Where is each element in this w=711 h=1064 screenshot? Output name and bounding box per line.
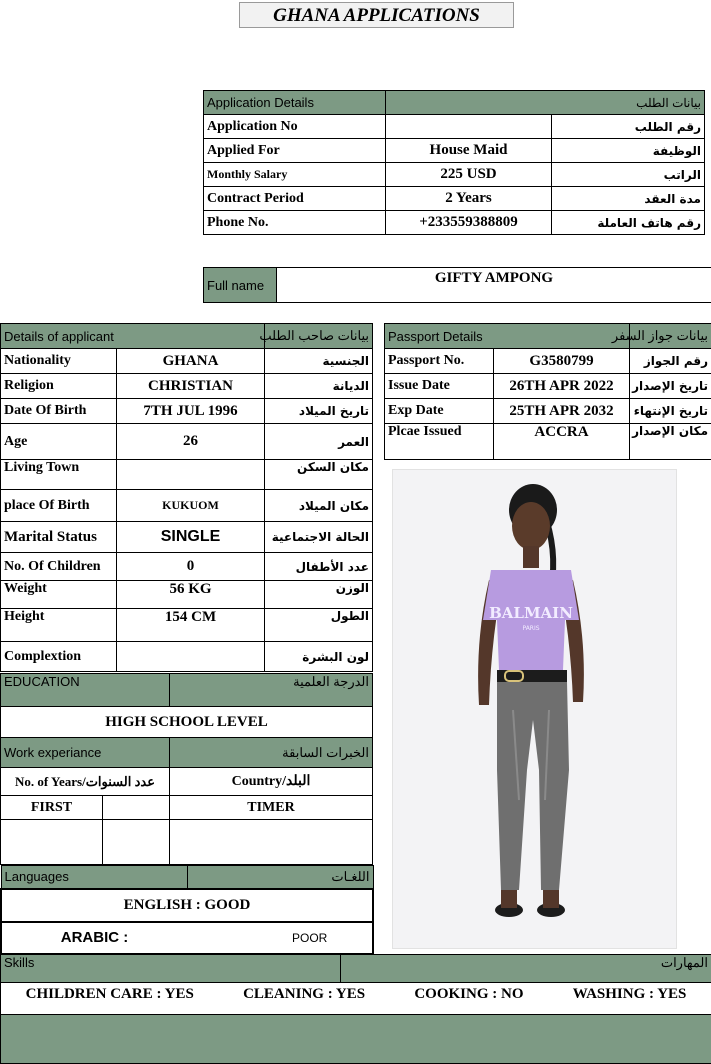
svg-text:PARIS: PARIS (522, 625, 539, 632)
label-ar: الوزن (265, 581, 373, 609)
applied-for-value: House Maid (386, 139, 552, 163)
label: Marital Status (1, 522, 117, 553)
living-town-value (117, 460, 265, 490)
skills-table (0, 954, 711, 1064)
languages-header: Languages (1, 866, 187, 889)
country-column-header: Country/البلد (170, 768, 373, 796)
label-ar: تاريخ الميلاد (265, 399, 373, 424)
skill-item: CHILDREN CARE : YES (26, 986, 194, 1003)
label-ar: عدد الأطفال (265, 553, 373, 581)
arabic-level: POOR (187, 922, 373, 954)
skills-header: Skills (1, 955, 341, 983)
full-name-table (203, 267, 711, 303)
passport-no-value: G3580799 (494, 349, 630, 374)
passport-details-header: Passport Details (385, 324, 630, 349)
label: Phone No. (204, 211, 386, 235)
birth-place-value: KUKUOM (117, 490, 265, 522)
years-column-header: No. of Years/عدد السنوات (1, 768, 170, 796)
applicant-photo (392, 469, 677, 949)
applicant-details-header-ar: بيانات صاحب الطلب (265, 324, 373, 349)
label: Plcae Issued (385, 424, 494, 460)
label-ar: الوظيفة (552, 139, 705, 163)
label: Height (1, 609, 117, 642)
work-empty-cell (103, 796, 170, 820)
application-no-value (386, 115, 552, 139)
work-empty-cell (103, 820, 170, 865)
languages-table (0, 865, 374, 955)
children-value: 0 (117, 553, 265, 581)
religion-value: CHRISTIAN (117, 374, 265, 399)
work-header-ar: الخبرات السابقة (170, 738, 373, 768)
marital-status-value: SINGLE (117, 522, 265, 553)
skill-item: WASHING : YES (573, 986, 687, 1003)
label-ar: مكان الإصدار (630, 424, 711, 460)
label-ar: مكان السكن (265, 460, 373, 490)
full-name-label: Full name (204, 268, 277, 303)
label: Issue Date (385, 374, 494, 399)
label-ar: رقم هاتف العاملة (552, 211, 705, 235)
education-value: HIGH SCHOOL LEVEL (1, 707, 373, 738)
label: Monthly Salary (204, 163, 386, 187)
skills-header-ar: المهارات (341, 955, 711, 983)
label: Nationality (1, 349, 117, 374)
work-country-value: TIMER (170, 796, 373, 820)
label-ar: رقم الجواز (630, 349, 711, 374)
application-details-header: Application Details (204, 91, 386, 115)
label-ar: لون البشرة (265, 642, 373, 672)
label-ar: الطول (265, 609, 373, 642)
label-ar: مكان الميلاد (265, 490, 373, 522)
education-header-ar: الدرجة العلمية (170, 674, 373, 707)
applicant-details-header: Details of applicant (1, 324, 265, 349)
label: Exp Date (385, 399, 494, 424)
skills-footer-band (1, 1015, 711, 1064)
label-ar: الديانة (265, 374, 373, 399)
weight-value: 56 KG (117, 581, 265, 609)
svg-text:BALMAIN: BALMAIN (489, 604, 573, 622)
label-ar: مدة العقد (552, 187, 705, 211)
label: Religion (1, 374, 117, 399)
skill-item: COOKING : NO (414, 986, 523, 1003)
label: Living Town (1, 460, 117, 490)
age-value: 26 (117, 424, 265, 460)
passport-details-header-ar: بيانات جواز السفر (630, 324, 711, 349)
exp-date-value: 25TH APR 2032 (494, 399, 630, 424)
phone-value: +233559388809 (386, 211, 552, 235)
passport-details-table (384, 323, 711, 460)
label: Weight (1, 581, 117, 609)
label-ar: تاريخ الإنتهاء (630, 399, 711, 424)
label: Contract Period (204, 187, 386, 211)
arabic-label: ARABIC : (1, 922, 187, 954)
applicant-details-table (0, 323, 373, 672)
height-value: 154 CM (117, 609, 265, 642)
page-title: GHANA APPLICATIONS (239, 2, 514, 28)
full-name-value: GIFTY AMPONG (277, 268, 711, 303)
label-ar: الراتب (552, 163, 705, 187)
label: Complextion (1, 642, 117, 672)
issue-date-value: 26TH APR 2022 (494, 374, 630, 399)
label: place Of Birth (1, 490, 117, 522)
contract-period-value: 2 Years (386, 187, 552, 211)
label: No. Of Children (1, 553, 117, 581)
complexion-value (117, 642, 265, 672)
label: Age (1, 424, 117, 460)
label: Applied For (204, 139, 386, 163)
skills-list (1, 983, 711, 1015)
label-ar: الحالة الاجتماعية (265, 522, 373, 553)
label-ar: رقم الطلب (552, 115, 705, 139)
place-issued-value: ACCRA (494, 424, 630, 460)
dob-value: 7TH JUL 1996 (117, 399, 265, 424)
work-empty-cell (170, 820, 373, 865)
nationality-value: GHANA (117, 349, 265, 374)
salary-value: 225 USD (386, 163, 552, 187)
languages-header-ar: اللغـات (187, 866, 373, 889)
label: Passport No. (385, 349, 494, 374)
work-header: Work experiance (1, 738, 170, 768)
english-level: ENGLISH : GOOD (1, 889, 373, 922)
skill-item: CLEANING : YES (243, 986, 365, 1003)
education-header: EDUCATION (1, 674, 170, 707)
label: Date Of Birth (1, 399, 117, 424)
label: Application No (204, 115, 386, 139)
work-empty-cell (1, 820, 103, 865)
work-years-value: FIRST (1, 796, 103, 820)
label-ar: العمر (265, 424, 373, 460)
work-experience-table (0, 737, 373, 865)
application-details-table (203, 90, 705, 235)
education-table (0, 673, 373, 738)
label-ar: تاريخ الإصدار (630, 374, 711, 399)
application-details-header-ar: بيانات الطلب (386, 91, 705, 115)
label-ar: الجنسية (265, 349, 373, 374)
